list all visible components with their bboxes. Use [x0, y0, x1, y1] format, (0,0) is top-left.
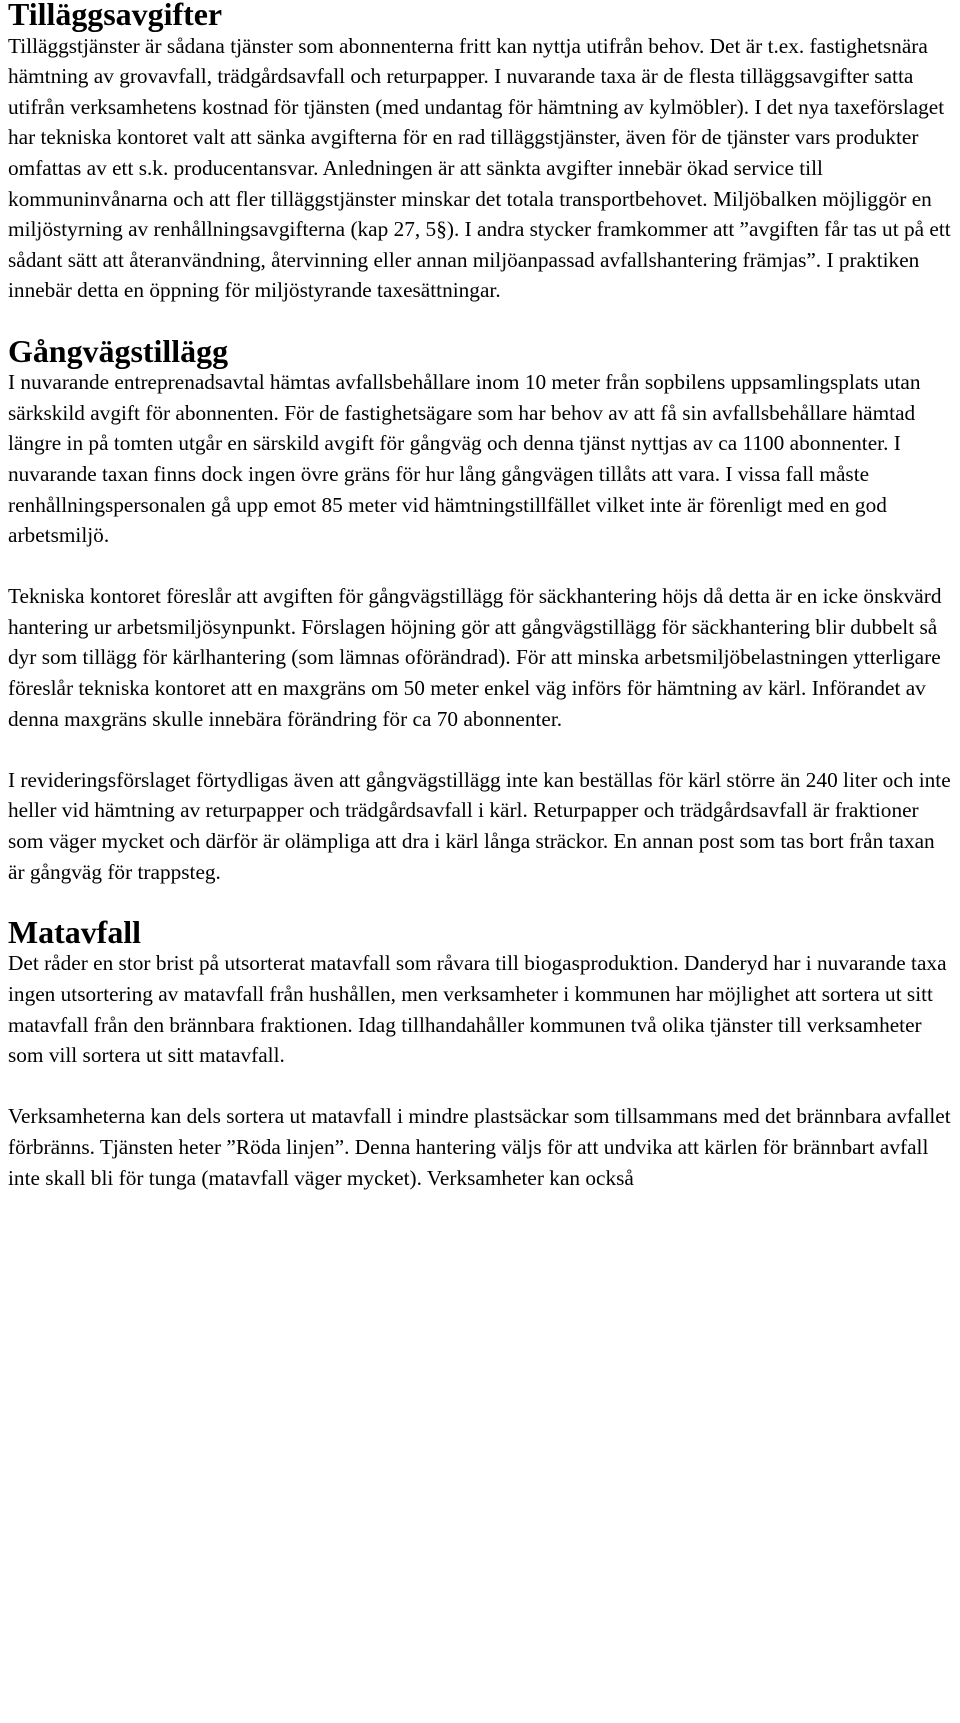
paragraph: I revideringsförslaget förtydligas även att gångvägstillägg inte kan beställas för kärl större än 240 liter och inte heller vid hämtning av returpapper och trädgårdsavfall i kärl. Returpapper och trädgårdsavfall är fraktioner som väger mycket och därför är olämpliga att dra i kärl långa sträckor. En annan post som tas bort från taxan är gångväg för trappsteg. [8, 767, 951, 884]
paragraph: Det råder en stor brist på utsorterat matavfall som råvara till biogasproduktion. Danderyd har i nuvarande taxa ingen utsortering av matavfall från hushållen, men verksamheter i kommunen har möjlighet att sortera ut sitt matavfall från den brännbara fraktionen. Idag tillhandahåller kommunen två olika tjänster till verksamheter som vill sortera ut sitt matavfall. [8, 951, 947, 1068]
section-heading-tillaggsavgifter: Tilläggsavgifter [8, 0, 223, 32]
paragraph: Verksamheterna kan dels sortera ut matavfall i mindre plastsäckar som tillsammans med det brännbara avfallet förbränns. Tjänsten heter ”Röda linjen”. Denna hantering väljs för att undvika att kärlen för brännbart avfall inte skall bli för tunga (matavfall väger mycket). Verksamheter kan också [8, 1104, 951, 1190]
paragraph-spacer [8, 551, 952, 582]
paragraph: Tilläggstjänster är sådana tjänster som abonnenterna fritt kan nyttja utifrån behov. Det är t.ex. fastighetsnära hämtning av grovavfall, trädgårdsavfall och returpapper. I nuvarande taxa är de flesta tilläggsavgifter satta utifrån verksamhetens kostnad för tjänsten (med undantag för hämtning av kylmöbler). I det nya taxeförslaget har tekniska kontoret valt att sänka avgifterna för en rad tilläggstjänster, även för de tjänster vars produkter omfattas av ett s.k. producentansvar. Anledningen är att sänkta avgifter innebär ökad service till kommuninvånarna och att fler tilläggstjänster minskar det totala transportbehovet. Miljöbalken möjliggör en miljöstyrning av renhållningsavgifterna (kap 27, 5§). I andra stycker framkommer att ”avgiften får tas ut på ett sådant sätt att återanvändning, återvinning eller annan miljöanpassad avfallshantering främjas”. I praktiken innebär detta en öppning för miljöstyrande taxesättningar. [8, 33, 951, 303]
paragraph: I nuvarande entreprenadsavtal hämtas avfallsbehållare inom 10 meter från sopbilens uppsamlingsplats utan särkskild avgift för abonnenten. För de fastighetsägare som har behov av att få sin avfallsbehållare hämtad längre in på tomten utgår en särskild avgift för gångväg och denna tjänst nyttjas av ca 1100 abonnenter. I nuvarande taxan finns dock ingen övre gräns för hur lång gångvägen tillåts att vara. I vissa fall måste renhållningspersonalen gå upp emot 85 meter vid hämtningstillfället vilket inte är förenligt med en god arbetsmiljö. [8, 370, 921, 548]
document-page [8, 0, 952, 1193]
paragraph-spacer [8, 1071, 952, 1102]
paragraph-spacer [8, 887, 952, 918]
paragraph: Tekniska kontoret föreslår att avgiften för gångvägstillägg för säckhantering höjs då detta är en icke önskvärd hantering ur arbetsmiljösynpunkt. Förslagen höjning gör att gångvägstillägg för säckhantering blir dubbelt så dyr som tillägg för kärlhantering (som lämnas oförändrad). För att minska arbetsmiljöbelastningen ytterligare föreslår tekniska kontoret att en maxgräns om 50 meter enkel väg införs för hämtning av kärl. Införandet av denna maxgräns skulle innebära förändring för ca 70 abonnenter. [8, 584, 942, 731]
section-heading-gangvagstillagg: Gångvägstillägg [8, 333, 229, 369]
paragraph-spacer [8, 734, 952, 765]
paragraph-spacer [8, 306, 952, 337]
section-heading-matavfall: Matavfall [8, 914, 142, 950]
